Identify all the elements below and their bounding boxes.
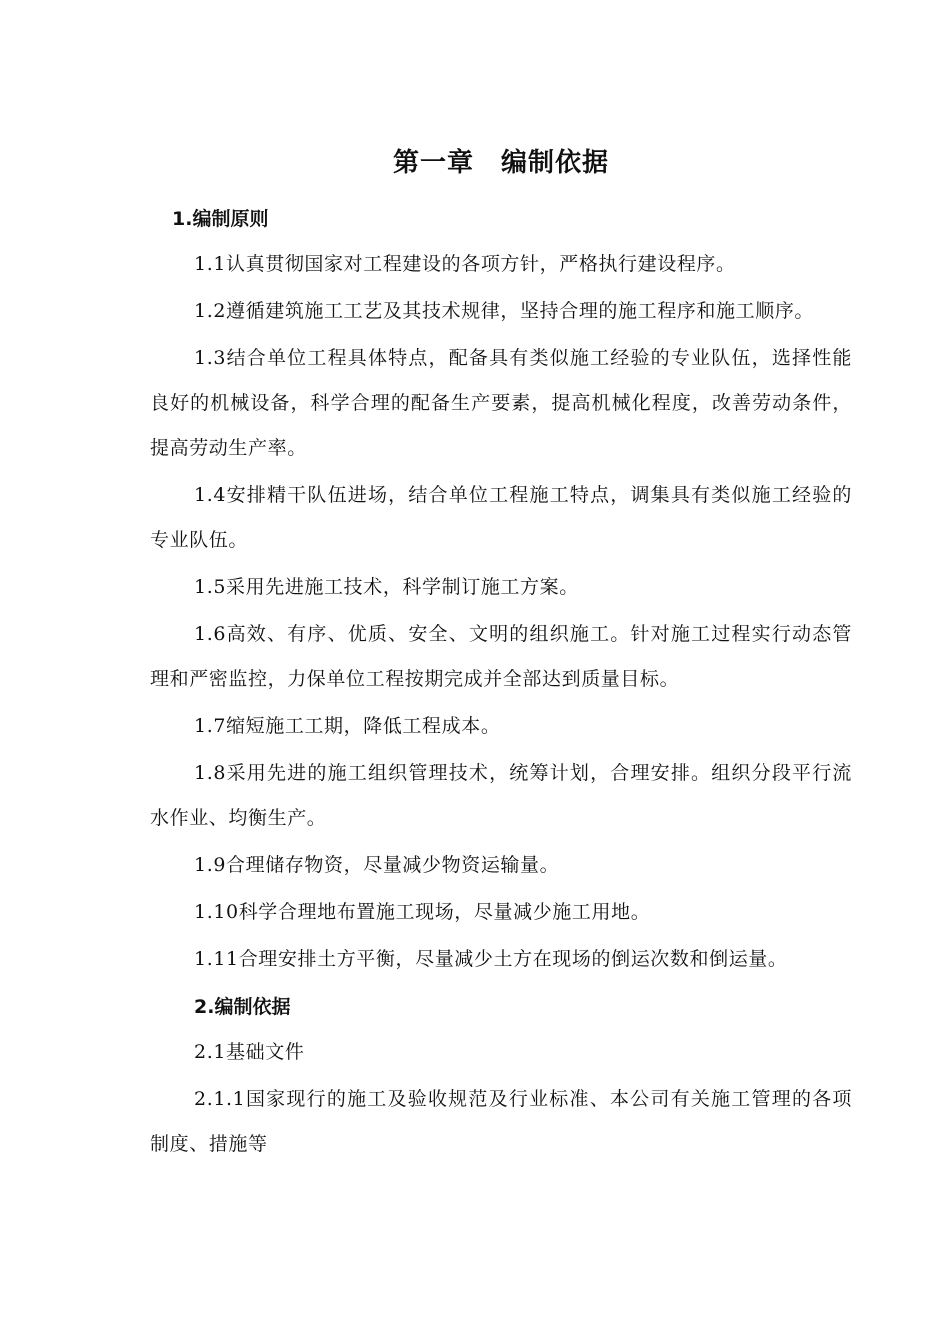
- paragraph-1-2: 1.2遵循建筑施工工艺及其技术规律，坚持合理的施工程序和施工顺序。: [194, 300, 815, 322]
- paragraph-2-1: 2.1基础文件: [194, 1041, 305, 1063]
- paragraph-1-3: 1.3结合单位工程具体特点，配备具有类似施工经验的专业队伍，选择性能良好的机械设备，科学合理的配备生产要素，提高机械化程度，改善劳动条件，提高劳动生产率。: [150, 347, 852, 459]
- chapter-title: 第一章 编制依据: [392, 148, 609, 178]
- paragraph-1-6: 1.6高效、有序、优质、安全、文明的组织施工。针对施工过程实行动态管理和严密监控，力保单位工程按期完成并全部达到质量目标。: [150, 623, 852, 690]
- paragraph-1-7: 1.7缩短施工工期，降低工程成本。: [194, 715, 501, 737]
- paragraph-1-11: 1.11合理安排土方平衡，尽量减少土方在现场的倒运次数和倒运量。: [194, 948, 788, 970]
- paragraph-1-9: 1.9合理储存物资，尽量减少物资运输量。: [194, 854, 560, 876]
- paragraph-1-4: 1.4安排精干队伍进场，结合单位工程施工特点，调集具有类似施工经验的专业队伍。: [150, 484, 852, 551]
- paragraph-1-1: 1.1认真贯彻国家对工程建设的各项方针，严格执行建设程序。: [194, 253, 736, 275]
- section-heading-basis: 2.编制依据: [194, 996, 291, 1018]
- section-heading-principles: 1.编制原则: [172, 208, 269, 230]
- paragraph-1-10: 1.10科学合理地布置施工现场，尽量减少施工用地。: [194, 901, 651, 923]
- paragraph-2-1-1: 2.1.1国家现行的施工及验收规范及行业标准、本公司有关施工管理的各项制度、措施等: [150, 1088, 852, 1155]
- paragraph-1-8: 1.8采用先进的施工组织管理技术，统筹计划，合理安排。组织分段平行流水作业、均衡生产。: [150, 762, 852, 829]
- section-compilation-principles: [150, 197, 852, 982]
- paragraph-1-5: 1.5采用先进施工技术，科学制订施工方案。: [194, 576, 579, 598]
- section-compilation-basis: [150, 985, 852, 1167]
